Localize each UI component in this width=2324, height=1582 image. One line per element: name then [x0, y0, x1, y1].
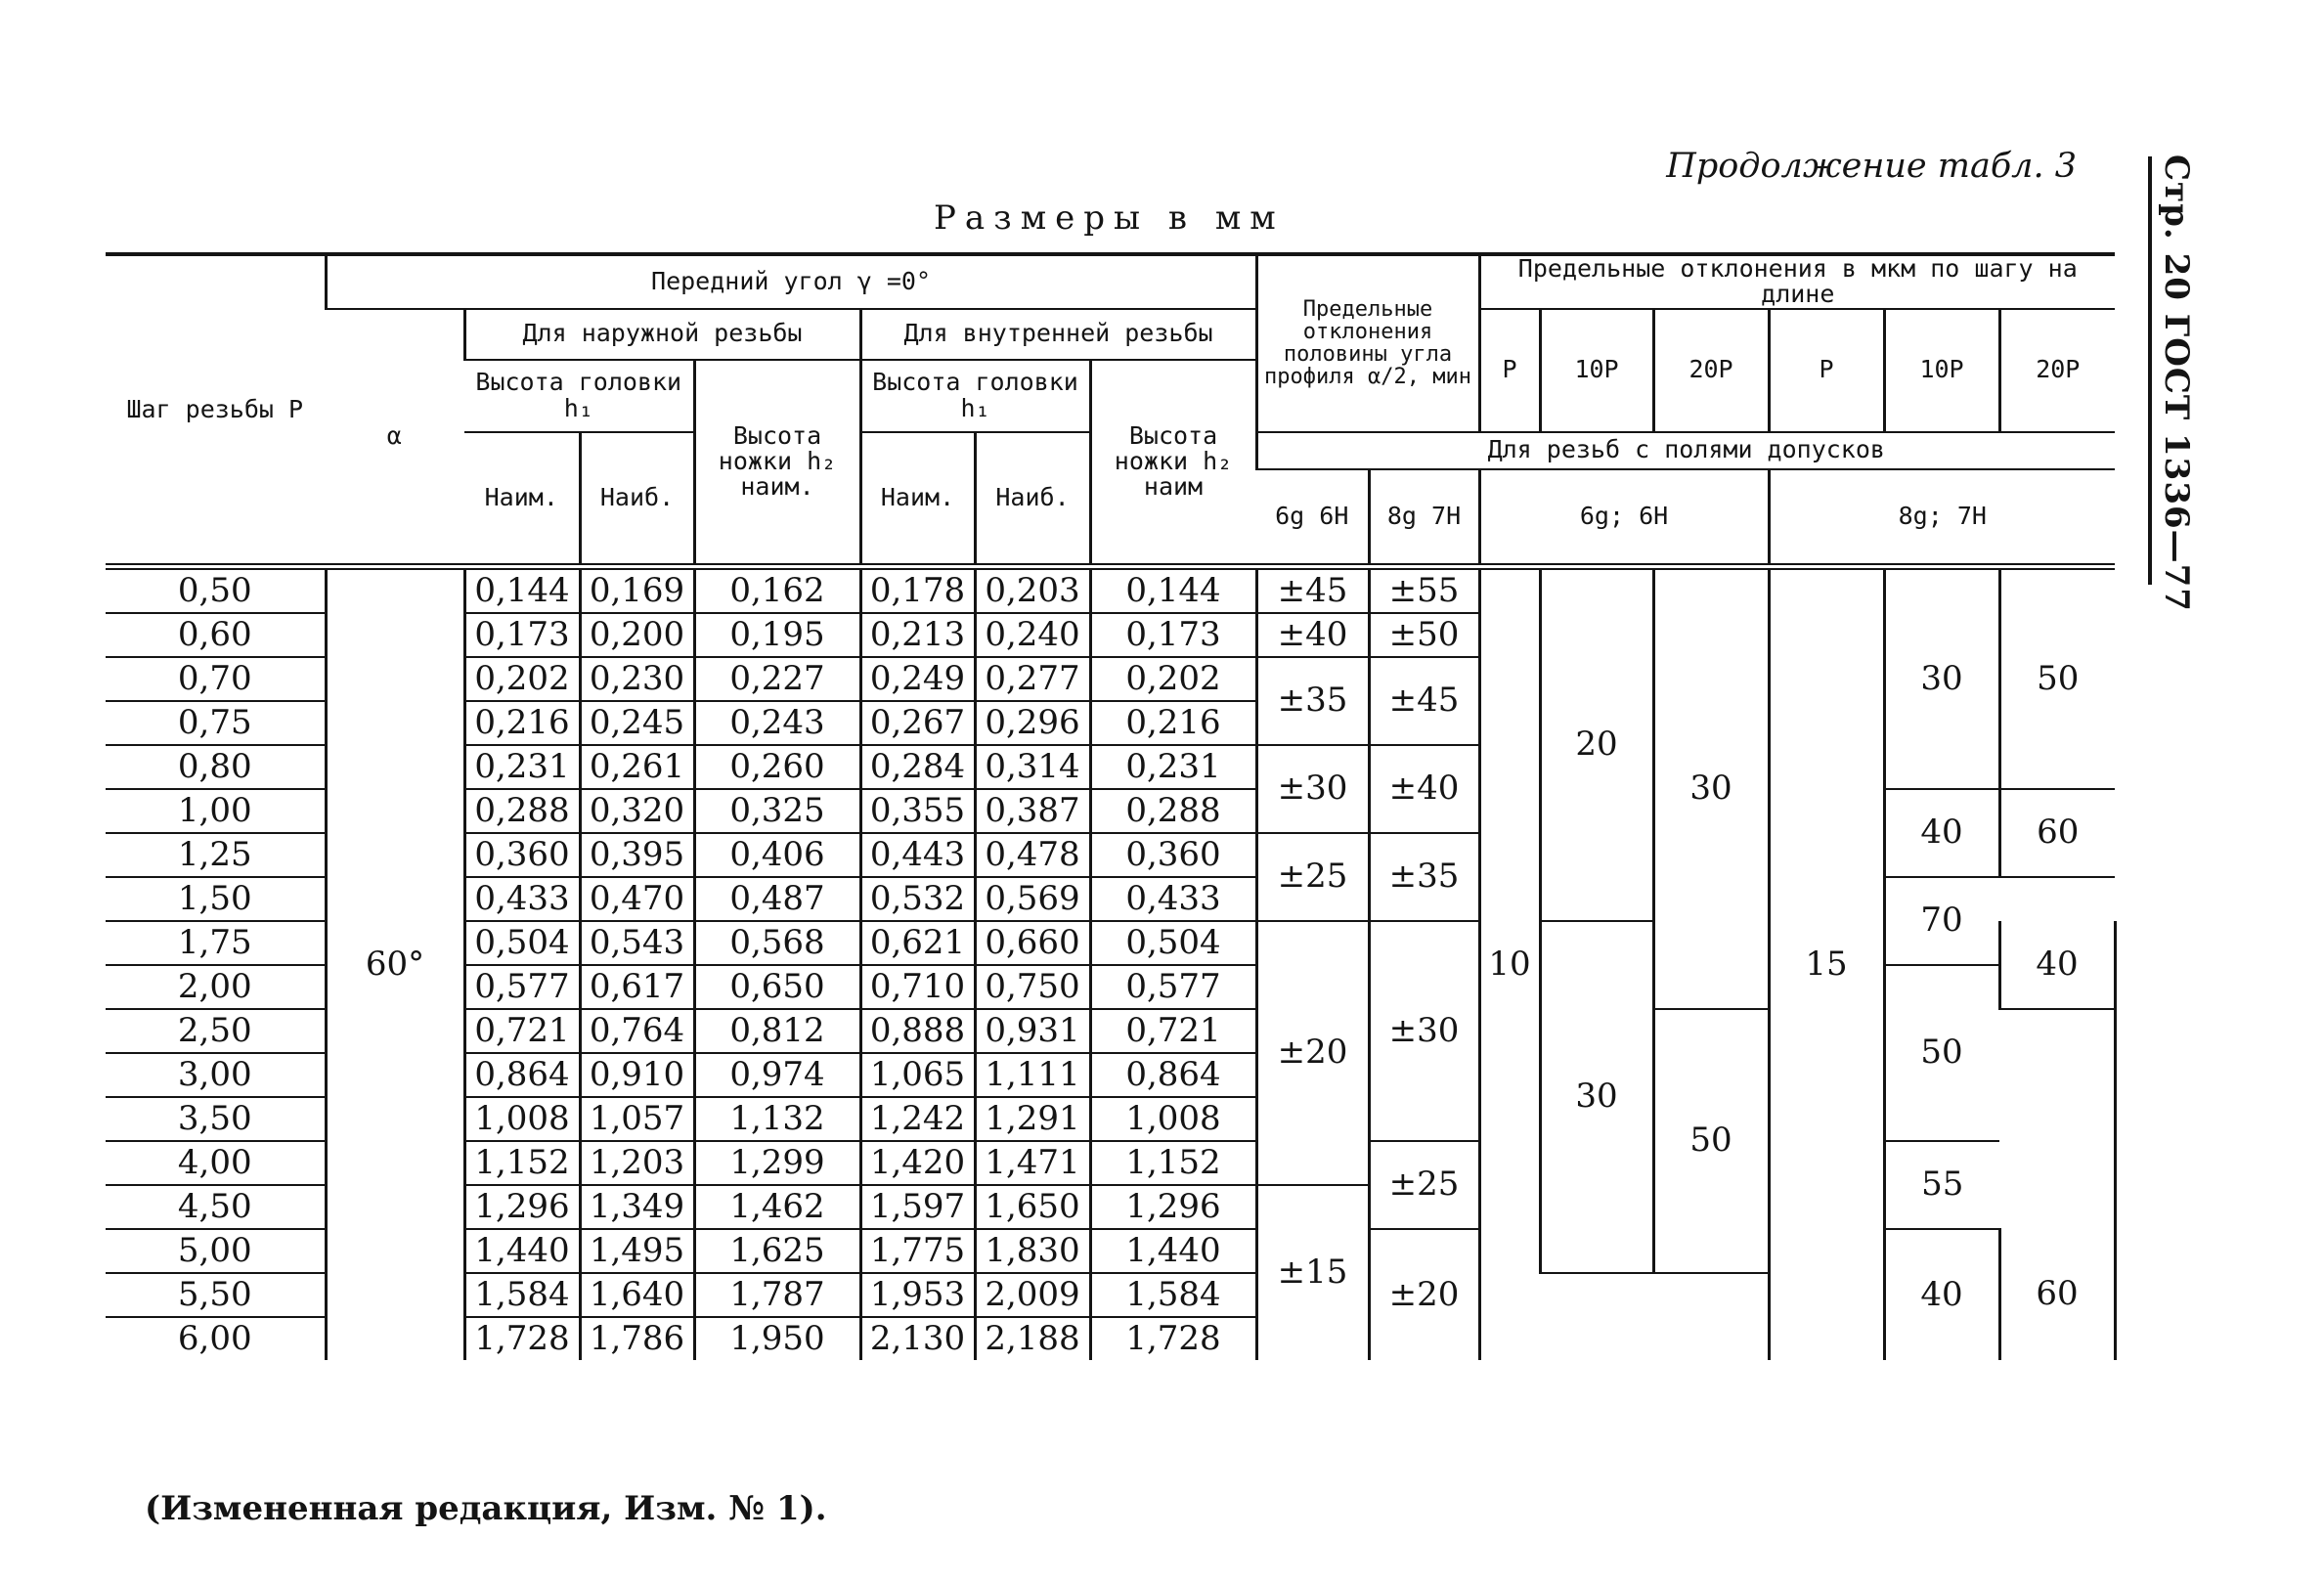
h1-ext-max: 0,910	[580, 1053, 694, 1097]
h1-ext-min: 1,152	[464, 1141, 580, 1185]
h1-int-min: 2,130	[860, 1317, 975, 1360]
pitch-cell: 4,50	[106, 1185, 326, 1229]
pitch-header: Шаг резьбы P	[106, 254, 326, 567]
h1-int-min: 0,710	[860, 965, 975, 1009]
h2-ext: 0,243	[694, 701, 860, 745]
h2-ext: 1,950	[694, 1317, 860, 1360]
pitch-cell: 5,00	[106, 1229, 326, 1273]
h1-ext-max: 0,395	[580, 833, 694, 877]
field-6g-6h-group: 6g; 6H	[1479, 469, 1769, 567]
half-angle-6: ±15	[1256, 1185, 1369, 1360]
h1-ext-max: 1,057	[580, 1097, 694, 1141]
pitch-cell: 0,70	[106, 657, 326, 701]
h1-int-max: 1,650	[975, 1185, 1090, 1229]
h2-ext: 0,260	[694, 745, 860, 789]
field-6g-6h: 6g 6H	[1256, 469, 1369, 567]
half-angle-8: ±40	[1369, 745, 1479, 833]
h1-int-max: 1,471	[975, 1141, 1090, 1185]
h1-int-min: 0,267	[860, 701, 975, 745]
pitch-cell: 0,50	[106, 567, 326, 614]
h2-ext: 1,787	[694, 1273, 860, 1317]
h2-ext: 0,974	[694, 1053, 860, 1097]
half-angle-6: ±45	[1256, 567, 1369, 614]
h2-ext: 0,406	[694, 833, 860, 877]
half-angle-8: ±30	[1369, 921, 1479, 1141]
h1-internal-header: Высота головки h₁	[860, 360, 1090, 432]
dev-8-p: 15	[1769, 567, 1884, 1361]
h2-int: 0,216	[1090, 701, 1256, 745]
dev-6-p: 10	[1479, 567, 1540, 1361]
half-angle-8: ±55	[1369, 567, 1479, 614]
h1-int-min: 1,065	[860, 1053, 975, 1097]
h1-int-max: 1,291	[975, 1097, 1090, 1141]
half-angle-6: ±30	[1256, 745, 1369, 833]
pitch-cell: 0,75	[106, 701, 326, 745]
h2-ext: 1,462	[694, 1185, 860, 1229]
half-angle-8: ±35	[1369, 833, 1479, 921]
h1-ext-min: 0,433	[464, 877, 580, 921]
h1-int-max: 0,931	[975, 1009, 1090, 1053]
h1-int-max: 0,750	[975, 965, 1090, 1009]
p-header-8: P	[1769, 309, 1884, 432]
half-angle-6: ±40	[1256, 613, 1369, 657]
h1-ext-min: 0,577	[464, 965, 580, 1009]
h1-int-max: 0,660	[975, 921, 1090, 965]
h2-ext: 0,227	[694, 657, 860, 701]
h1-ext-max: 0,470	[580, 877, 694, 921]
h2-ext: 0,487	[694, 877, 860, 921]
pitch-cell: 6,00	[177, 1318, 252, 1358]
continuation-label: Продолжение табл. 3	[1666, 147, 2077, 186]
dev-6-10p: 30	[1540, 921, 1653, 1273]
h1-ext-max: 0,169	[580, 567, 694, 614]
h1-ext-max: 1,786	[580, 1317, 694, 1360]
tolerance-fields-header: Для резьб с полями допусков	[1256, 432, 2115, 469]
h2-int: 1,728	[1090, 1317, 1256, 1360]
half-angle-6: ±35	[1256, 657, 1369, 745]
pitch-cell: 4,00	[106, 1141, 326, 1185]
h1-int-min: 0,443	[860, 833, 975, 877]
h1-int-min: 1,953	[860, 1273, 975, 1317]
h2-int: 0,721	[1090, 1009, 1256, 1053]
h1-ext-max: 0,245	[580, 701, 694, 745]
page-standard-label: Стр. 20 ГОСТ 1336—77	[2157, 154, 2196, 612]
pitch-cell: 1,50	[106, 877, 326, 921]
h2-internal-header: Высота ножки h₂ наим	[1090, 360, 1256, 567]
h2-ext: 1,299	[694, 1141, 860, 1185]
half-angle-8: ±25	[1369, 1141, 1479, 1229]
h2-ext: 0,325	[694, 789, 860, 833]
h1-ext-max: 0,261	[580, 745, 694, 789]
dev-8-20p: 60	[1999, 789, 2115, 877]
pitch-cell: 2,00	[106, 965, 326, 1009]
field-8g-7h: 8g 7H	[1369, 469, 1479, 567]
h1-int-max: 0,203	[975, 567, 1090, 614]
side-rule	[2148, 156, 2152, 585]
h1-ext-min: 0,231	[464, 745, 580, 789]
pitch-cell: 2,50	[106, 1009, 326, 1053]
h1-ext-min: 0,721	[464, 1009, 580, 1053]
h1-ext-min: 0,288	[464, 789, 580, 833]
min-internal-header: Наим.	[860, 432, 975, 567]
h1-int-max: 1,111	[975, 1053, 1090, 1097]
h2-int: 0,173	[1090, 613, 1256, 657]
10p-header-8: 10P	[1884, 309, 1999, 432]
h2-int: 0,288	[1090, 789, 1256, 833]
pitch-cell: 3,00	[106, 1053, 326, 1097]
h1-ext-max: 1,203	[580, 1141, 694, 1185]
pitch-cell: 1,00	[106, 789, 326, 833]
h2-external-header: Высота ножки h₂ наим.	[694, 360, 860, 567]
h1-int-min: 0,621	[860, 921, 975, 965]
h1-ext-min: 1,584	[464, 1273, 580, 1317]
h1-ext-min: 1,008	[464, 1097, 580, 1141]
dev-6-20p: 50	[1653, 1009, 1769, 1273]
dev-6-20p: 60	[1999, 1229, 2115, 1360]
half-angle-8: ±45	[1369, 657, 1479, 745]
field-8g-7h-group: 8g; 7H	[1769, 469, 2115, 567]
rake-angle-header: Передний угол γ =0°	[326, 254, 1256, 309]
h1-int-min: 0,532	[860, 877, 975, 921]
dev-6-20p: 40	[1999, 921, 2115, 1009]
h1-int-min: 0,178	[860, 567, 975, 614]
alpha-value: 60°	[326, 567, 464, 1361]
h1-ext-min: 0,864	[464, 1053, 580, 1097]
h1-int-max: 0,478	[975, 833, 1090, 877]
h1-external-header: Высота головки h₁	[464, 360, 694, 432]
dev-8-10p: 30	[1884, 567, 1999, 790]
half-angle-8: ±20	[1369, 1229, 1479, 1360]
max-external-header: Наиб.	[580, 432, 694, 567]
h1-int-min: 0,888	[860, 1009, 975, 1053]
alpha-header: α	[326, 309, 464, 567]
h2-int: 1,152	[1090, 1141, 1256, 1185]
h1-ext-max: 0,543	[580, 921, 694, 965]
h1-int-max: 0,569	[975, 877, 1090, 921]
h2-int: 0,231	[1090, 745, 1256, 789]
dev-8-10p: 40	[1884, 789, 1999, 877]
revision-note: (Измененная редакция, Изм. № 1).	[145, 1489, 827, 1528]
h1-ext-max: 0,764	[580, 1009, 694, 1053]
external-thread-header: Для наружной резьбы	[464, 309, 860, 360]
dev-8-20p: 70	[1884, 877, 1999, 965]
h1-ext-max: 0,617	[580, 965, 694, 1009]
h2-ext: 0,568	[694, 921, 860, 965]
10p-header-6: 10P	[1540, 309, 1653, 432]
dev-6-10p: 20	[1540, 567, 1653, 922]
half-angle-8: ±50	[1369, 613, 1479, 657]
h1-int-max: 1,830	[975, 1229, 1090, 1273]
h2-int: 0,433	[1090, 877, 1256, 921]
h2-int: 0,360	[1090, 833, 1256, 877]
thread-dimensions-table	[106, 252, 2115, 1360]
h1-int-max: 0,387	[975, 789, 1090, 833]
h2-ext: 0,650	[694, 965, 860, 1009]
20p-header-8: 20P	[1999, 309, 2115, 432]
h1-ext-max: 1,640	[580, 1273, 694, 1317]
h2-int: 1,440	[1090, 1229, 1256, 1273]
units-caption: Размеры в мм	[934, 198, 1285, 238]
20p-header-6: 20P	[1653, 309, 1769, 432]
h1-ext-min: 1,296	[464, 1185, 580, 1229]
h2-int: 0,202	[1090, 657, 1256, 701]
dev-8-20p: 50	[1999, 567, 2115, 790]
h1-int-min: 1,242	[860, 1097, 975, 1141]
h1-ext-max: 0,230	[580, 657, 694, 701]
h1-int-max: 0,314	[975, 745, 1090, 789]
h1-int-min: 1,775	[860, 1229, 975, 1273]
h1-ext-min: 0,216	[464, 701, 580, 745]
h2-ext: 1,132	[694, 1097, 860, 1141]
max-internal-header: Наиб.	[975, 432, 1090, 567]
pitch-cell: 0,60	[106, 613, 326, 657]
h1-ext-min: 0,173	[464, 613, 580, 657]
h1-ext-min: 0,504	[464, 921, 580, 965]
dev-8-10p: 50	[1884, 965, 1999, 1141]
h2-int: 1,296	[1090, 1185, 1256, 1229]
internal-thread-header: Для внутренней резьбы	[860, 309, 1256, 360]
pitch-cell: 5,50	[106, 1273, 326, 1317]
half-angle-header: Предельные отклонения половины угла профиля α/2, мин	[1256, 254, 1479, 432]
pitch-cell: 3,50	[106, 1097, 326, 1141]
h1-ext-min: 0,202	[464, 657, 580, 701]
dev-6-20p: 30	[1653, 567, 1769, 1010]
min-external-header: Наим.	[464, 432, 580, 567]
h2-int: 0,504	[1090, 921, 1256, 965]
h1-ext-max: 0,320	[580, 789, 694, 833]
pitch-cell: 1,25	[106, 833, 326, 877]
dev-8-10p: 55	[1884, 1141, 1999, 1229]
h1-ext-max: 1,495	[580, 1229, 694, 1273]
h2-ext: 0,812	[694, 1009, 860, 1053]
p-header-6: P	[1479, 309, 1540, 432]
h2-int: 1,008	[1090, 1097, 1256, 1141]
half-angle-6: ±20	[1256, 921, 1369, 1185]
h1-int-min: 0,355	[860, 789, 975, 833]
h1-int-min: 1,597	[860, 1185, 975, 1229]
pitch-deviation-header: Предельные отклонения в мкм по шагу на длине	[1479, 254, 2115, 309]
h1-int-max: 0,277	[975, 657, 1090, 701]
half-angle-6: ±25	[1256, 833, 1369, 921]
dev-6-10p: 40	[1884, 1229, 1999, 1360]
h2-ext: 0,162	[694, 567, 860, 614]
h1-int-min: 0,213	[860, 613, 975, 657]
h2-int: 0,144	[1090, 567, 1256, 614]
h1-ext-min: 0,144	[464, 567, 580, 614]
pitch-cell: 0,80	[106, 745, 326, 789]
h1-ext-max: 1,349	[580, 1185, 694, 1229]
h1-int-max: 2,188	[975, 1317, 1090, 1360]
h1-ext-min: 0,360	[464, 833, 580, 877]
h2-ext: 0,195	[694, 613, 860, 657]
h1-int-max: 0,240	[975, 613, 1090, 657]
h1-ext-min: 1,728	[464, 1317, 580, 1360]
pitch-cell: 1,75	[106, 921, 326, 965]
h1-int-min: 0,249	[860, 657, 975, 701]
h1-int-max: 2,009	[975, 1273, 1090, 1317]
h1-int-min: 0,284	[860, 745, 975, 789]
h1-int-max: 0,296	[975, 701, 1090, 745]
h1-ext-min: 1,440	[464, 1229, 580, 1273]
h1-int-min: 1,420	[860, 1141, 975, 1185]
h2-ext: 1,625	[694, 1229, 860, 1273]
h2-int: 0,864	[1090, 1053, 1256, 1097]
h2-int: 1,584	[1090, 1273, 1256, 1317]
h2-int: 0,577	[1090, 965, 1256, 1009]
h1-ext-max: 0,200	[580, 613, 694, 657]
